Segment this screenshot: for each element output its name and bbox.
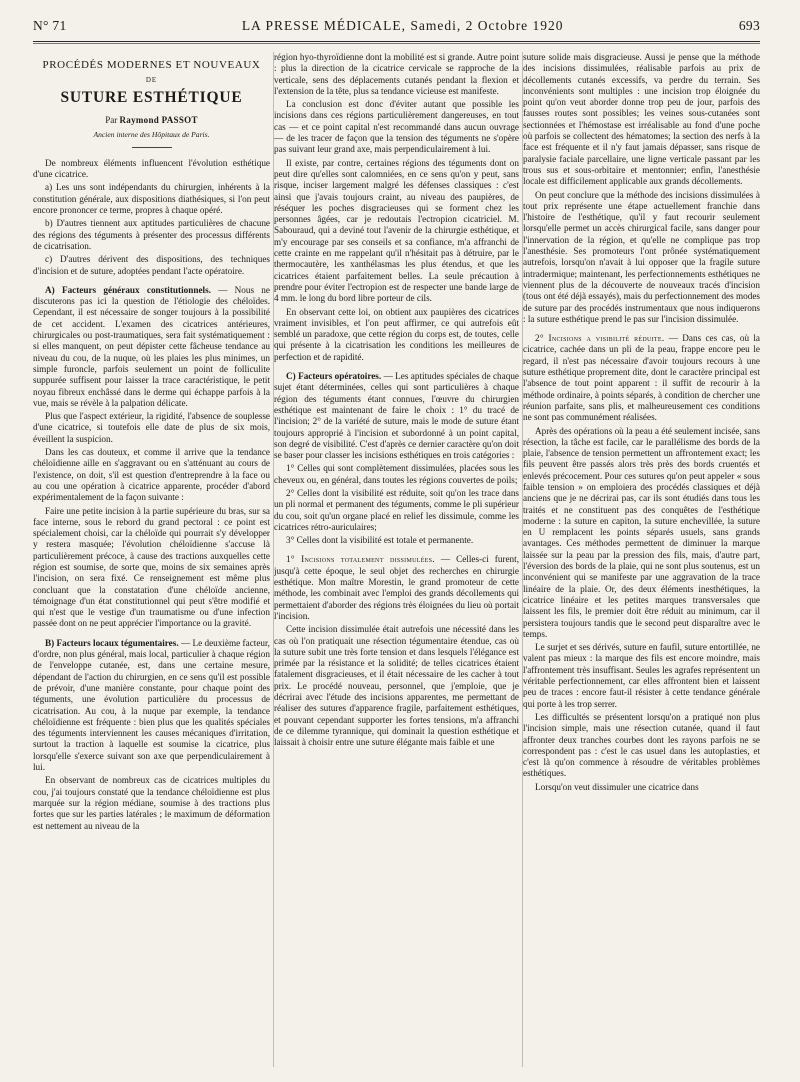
- author-name: Raymond PASSOT: [119, 115, 198, 126]
- list-item: 2° Celles dont la visibilité est réduite, soit qu'on les trace dans un pli normal et permanent des téguments, comme le pli supérieur du cou, soit qu'un organe placé en relief les dissimule, comme les cicatrices rétro-auriculaires;: [274, 487, 519, 532]
- paragraph: De nombreux éléments influencent l'évolution esthétique d'une cicatrice.: [33, 157, 270, 180]
- list-item: 3° Celles dont la visibilité est totale et permanente.: [286, 535, 474, 546]
- paragraph: Lorsqu'on veut dissimuler une cicatrice dans: [535, 781, 699, 792]
- paragraph: Plus que l'aspect extérieur, la rigidité, l'absence de souplesse d'une cicatrice, si toutefois elle date de plus de six mois, éveillent la suspicion.: [33, 411, 270, 444]
- subsection-1: [274, 554, 519, 622]
- section-text: — Les aptitudes spéciales de chaque sujet étant déterminées, celles qui sont particulières à chaque région des téguments étant connues, l'œuvre du chirurgien esthétique est maintenant de faire le choix : 1° du tracé de l'incision; 2° de la variété de suture, mais le mode de suture étant toujours approprié à l'incision et subordonné à un point capital, son degré de visibilité. C'est d'après ce dernier caractère qu'on doit se baser pour classer les incisions esthétiques en trois catégories :: [274, 371, 519, 461]
- section-c: [274, 371, 519, 461]
- paragraph: Après des opérations où la peau a été seulement incisée, sans résection, la tâche est facile, car le parallélisme des bords de la plaie, l'absence de tension permettent un affrontement exact; les fils peuvent être passés alors très près des bords cruentés et enlevés précocement. Pour ces sutures qu'on peut appeler « sous faible tension » on emploiera des procédés classiques et déjà anciens que je ne décrirai pas, car ils sont étudiés dans tous les traités et ne constituent pas des conquêtes de l'esthétique moderne : la suture en capiton, la suture enchevillée, la suture en U remplacent les points séparés usuels, sans grands avantages. Ces méthodes permettent de diminuer la marque laissée sur la peau par la pression des fils, mais, d'autre part, l'éversion des bords de la plaie, qui ne sont plus soutenus, est un inconvénient qui se manifeste par une aggravation de la trace linéaire de la plaie. Or, des deux éléments inesthétiques, la cicatrice linéaire et les petites marques transversales que laissent les fils, le premier doit être réduit au minimum, car il persistera toujours tandis que le second peut disparaître avec le temps.: [523, 425, 760, 639]
- section-heading: A) Facteurs généraux constitutionnels.: [45, 284, 211, 295]
- journal-name: LA PRESSE MÉDICALE,: [241, 18, 406, 33]
- subsection-text: — Celles-ci furent, jusqu'à cette époque, le seul objet des recherches en chirurgie esthétique. Mon maître Morestin, le grand promoteur de cette méthode, les combinait avec l'emploi des grands décollements qui permettaient d'aborder des régions très éloignées du lieu où portait l'incision.: [274, 554, 519, 621]
- author-affiliation: Ancien interne des Hôpitaux de Paris.: [93, 129, 210, 139]
- list-item: 1° Celles qui sont complètement dissimulées, placées sous les cheveux ou, en général, dans toutes les régions couvertes de poils;: [274, 463, 519, 485]
- paragraph: En observant de nombreux cas de cicatrices multiples du cou, j'ai toujours constaté que la tendance chéloïdienne est plus marquée sur la région médiane, soumise à des tractions plus fortes que sur les parties latérales ; le maximum de déformation est nettement au niveau de la: [33, 775, 270, 831]
- paragraph: a) Les uns sont indépendants du chirurgien, inhérents à la constitution générale, aux dispositions diathésiques, si l'on peut encore prononcer ce terme, propres à chaque opéré.: [33, 182, 270, 216]
- subsection-heading: 1° Incisions totalement dissimulées.: [286, 554, 435, 565]
- header-rule: [33, 41, 760, 42]
- issue-date: Samedi, 2 Octobre 1920: [410, 18, 564, 33]
- paragraph: Le surjet et ses dérivés, suture en faufil, suture entortillée, ne valent pas mieux : la marque des fils est encore moindre, mais l'affrontement très insuffisant. Seules les agrafes représentent un véritable perfectionnement, car elles affrontent bien et laissent peu de traces : encore faut-il résister à cette tendance générale qui porte à les trop serrer.: [523, 642, 760, 709]
- section-heading: B) Facteurs locaux tégumentaires.: [45, 637, 179, 648]
- paragraph: région hyo-thyroïdienne dont la mobilité est si grande. Autre point : plus la direction de la cicatrice cervicale se rapproche de la verticale, sens des déplacements cutanés pendant la flexion et l'extension de la tête, plus sa tendance vicieuse est manifeste.: [274, 52, 519, 96]
- column-2: [274, 52, 519, 1072]
- paragraph: Dans les cas douteux, et comme il arrive que la tendance chéloïdienne aille en s'aggravant ou en s'atténuant au cours de l'existence, on doit, s'il est question d'entreprendre à la face ou au cou une opération à cicatrice apparente, procéder d'abord expérimentalement de la façon suivante :: [33, 447, 270, 503]
- column-1: [33, 52, 270, 1072]
- page-number: 693: [738, 18, 760, 33]
- paragraph: Les difficultés se présentent lorsqu'on a pratiqué non plus l'incision simple, mais une résection cutanée, quand il faut affronter deux tranches courbes dont les rayons parfois ne se correspondent pas : c'est le cas usuel dans les autoplasties, et c'est là qu'on commence à résoudre de véritables problèmes esthétiques.: [523, 711, 760, 779]
- paragraph: Cette incision dissimulée était autrefois une nécessité dans les cas où l'on pratiquait une résection tégumentaire étendue, cas où la suture subit une très forte tension et dans lesquels l'élégance est primée par la résistance et la solidité; de telles cicatrices étaient fatalement disgracieuses, et il était nécessaire de les cacher à tout prix. Le procédé nouveau, personnel, que j'emploie, que je décrirai avec l'étude des incisions apparentes, me permettant de réaliser des sutures d'apparence fragile, parfaitement esthétiques, et pouvant cependant supporter les fortes tensions, m'a affranchi de ce dilemme tyrannique, qui dominait la question esthétique et laissait à choisir entre une suture élégante mais faible et une: [274, 624, 519, 748]
- article-byline: [33, 115, 270, 126]
- subsection-heading: 2° Incisions a visibilité réduite.: [535, 333, 665, 344]
- paragraph: Il existe, par contre, certaines régions des téguments dont on peut dire qu'elles sont calomniées, en ce sens qu'on y peut, sans risque, inciser largement malgré les défenses classiques : c'est ainsi que j'avais toujours craint, au niveau des paupières, de réséquer les poches disgracieuses qui se forment chez les personnes âgées, car je redoutais l'ectropion cicatriciel. M. Sabouraud, qui a deviné tout l'avenir de la chirurgie esthétique, et m'y encourage par ses conseils et sa confiance, m'a affranchi de cette crainte en me rappelant qu'il n'hésitait pas à détruire, par le thermocautère, les xanthélasmas les plus étendus, et que les cicatrices étaient parfaitement belles. La seule précaution à prendre pour éviter l'ectropion est de respecter une bande large de 4 mm. le long du bord libre porteur de cils.: [274, 157, 519, 304]
- header-rule-secondary: [33, 43, 760, 44]
- article-heading: [33, 58, 270, 148]
- paragraph: En observant cette loi, on obtient aux paupières des cicatrices vraiment invisibles, et l'on peut affirmer, ce qui autrefois eût semblé un paradoxe, que cette région du corps est, de toutes, celle qui présente à la cicatrisation les conditions les meilleures de perfection et de rapidité.: [274, 306, 519, 362]
- subsection-text: — Dans ces cas, où la cicatrice, cachée dans un pli de la peau, frappe encore peu le regard, il n'est pas nécessaire d'avoir toujours recours à une suture esthétique proprement dite, dont le caractère principal est l'absence de tout point apparent : il suffit de recourir à la méthode ordinaire, à points séparés, à condition de chercher une réunion parfaite, sans plis, et malheureusement ces conditions ne sont pas communément réalisées.: [523, 333, 760, 423]
- page-header: [33, 18, 760, 40]
- issue-number: N° 71: [33, 18, 67, 33]
- section-a: [33, 285, 270, 409]
- title-rule: [132, 147, 172, 148]
- article-columns: [33, 52, 760, 1072]
- article-de: DE: [145, 76, 158, 84]
- paragraph: On peut conclure que la méthode des incisions dissimulées à tout prix représente une étape actuellement franchie dans l'histoire de l'esthétique, qu'il y faut recourir seulement lorsqu'elle permet un accès chirurgical facile, sans danger pour l'innervation de la région, et qu'elle ne complique pas trop l'anesthésie. Ses promoteurs l'ont prônée systématiquement autrefois, lorsqu'on n'avait à lui opposer que la fragile suture intradermique; maintenant, les perfectionnements esthétiques ne viennent plus de la découverte de nouveaux tracés d'incision (tous ont été déjà essayés), mais du perfectionnement des modes de suture par des procédés instrumentaux que nous indiquerons : la suture esthétique prend le pas sur l'incision dissimulée.: [523, 189, 760, 324]
- paragraph: c) D'autres dérivent des dispositions, des techniques d'incision et de suture, adoptées pendant l'acte opératoire.: [33, 254, 270, 276]
- section-heading: C) Facteurs opératoires.: [286, 371, 382, 382]
- paragraph: Faire une petite incision à la partie supérieure du bras, sur sa face interne, sous le rebord du grand pectoral : ce point est spécialement choisi, car la chéloïde qui pourrait s'y développer y restera masquée; l'évolution chéloïdienne s'accuse là particulièrement précoce, à cause des tractions auxquelles cette région est soumise, de sorte que, moins de six semaines après l'incision, on sera fixé. Ce renseignement est même plus concluant que la constatation d'une chéloïde ancienne, témoignage d'un état constitutionnel qui peut s'être modifié et qui n'est que le vestige d'un traumatisme ou d'une infection passée dont on ne peut apprécier l'importance ou la gravité.: [33, 505, 270, 629]
- paragraph: b) D'autres tiennent aux aptitudes particulières de chacune des régions des téguments à présenter des processus différents de cicatrisation.: [33, 218, 270, 251]
- article-kicker: PROCÉDÉS MODERNES ET NOUVEAUX: [42, 59, 261, 71]
- masthead: [242, 18, 564, 34]
- paragraph: suture solide mais disgracieuse. Aussi je pense que la méthode des incisions dissimulées, réalisable parfois au prix de décollements cutanés excessifs, va perdre du terrain. Ses inconvénients sont multiples : une incision trop éloignée du point qu'on veut aborder donne trop peu de jour, parfois des fausses routes sont possibles; les veines sous-cutanées sont sectionnées et l'hémostase est irréalisable au fond d'une poche où parfois se collectent des hématomes; la section des nerfs à la face est fréquente et il n'y faut jamais dépasser, sans risque de paralysie faciale parcellaire, une ligne verticale passant par les trous sus et sous-orbitaire et mentonnier; enfin, l'anesthésie locale est difficilement applicable aux grands décollements.: [523, 52, 760, 187]
- subsection-2: [523, 333, 760, 423]
- section-text: — Le deuxième facteur, d'ordre, non plus général, mais local, particulier à chaque région de l'enveloppe cutanée, est, dans une certaine mesure, dépendant de l'action du chirurgien, en ce sens qu'il est possible de prévoir, d'une manière constante, pour chaque point des téguments, une évolution particulière du processus de cicatrisation. Au cou, à la nuque par exemple, la tendance chéloïdienne est fréquente : bien plus que les qualités spéciales des téguments interviennent les causes mécaniques d'irritation, surtout la traction à laquelle est soumise la cicatrice, plus lorsqu'elle s'exerce suivant son axe que perpendiculairement à lui.: [33, 637, 270, 773]
- paragraph: La conclusion est donc d'éviter autant que possible les incisions dans ces régions particulièrement dangereuses, en tout cas — et ce point capital n'est recommandé dans aucun ouvrage — de les tracer de façon que la tension des téguments ne s'opère pas suivant leur grand axe, mais perpendiculairement à lui.: [274, 99, 519, 155]
- section-b: [33, 638, 270, 774]
- section-text: — Nous ne discuterons pas ici la question de l'étiologie des chéloïdes. Cependant, il est nécessaire de songer toujours à la possibilité de cet accident. L'examen des cicatrices antérieures, chirurgicales ou post-traumatiques, sera fait systématiquement : si elles manquent, on peut dépister cette fâcheuse tendance au niveau du cou, de la nuque, où les plaies les plus minimes, un simple furoncle, parfois seulement un point de folliculite suppurée suffisent pour laisser la trace caractéristique, le petit noyau fibreux enchâssé dans le derme qui échappe parfois à la vue, mais se révèle à la palpation délicate.: [33, 284, 270, 408]
- byline-prefix: Par: [105, 115, 118, 126]
- column-3: [523, 52, 760, 1072]
- article-title: SUTURE ESTHÉTIQUE: [60, 89, 243, 107]
